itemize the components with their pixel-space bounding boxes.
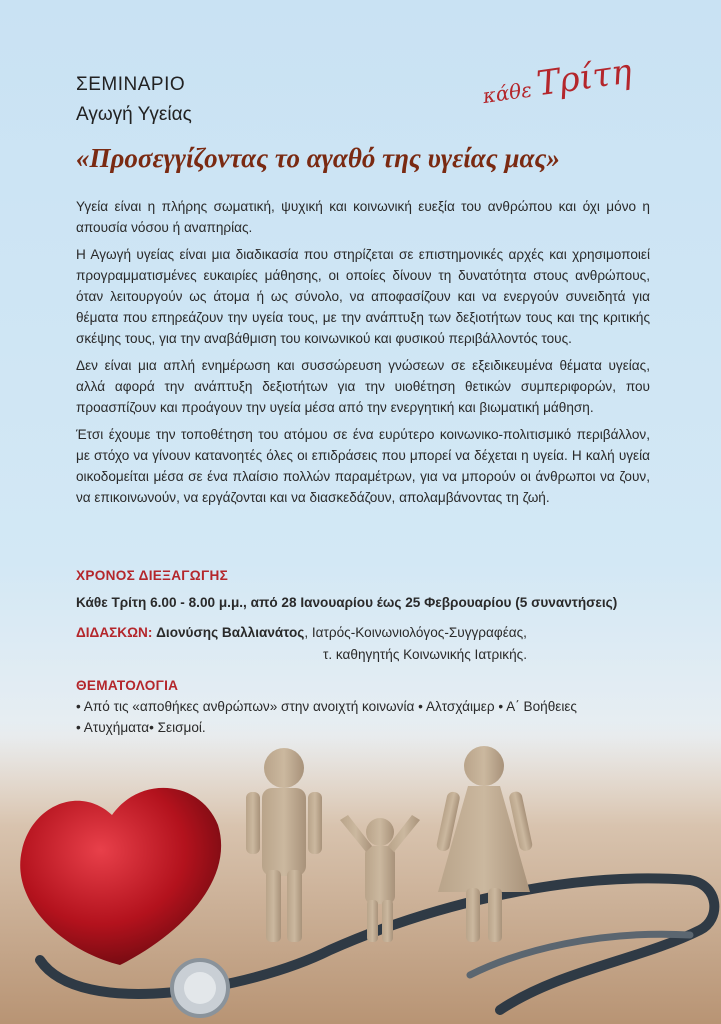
paragraph: Δεν είναι μια απλή ενημέρωση και συσσώρευση γνώσεων σε εξειδικευμένα θέματα υγείας, αλλά αφορά την ανάπτυξη δεξιοτήτων για την υιοθέτηση θετικών συμπεριφορών, που προασπίζουν και προάγουν την υγεία μέσα από την ενεργητική και βιωματική μάθηση. <box>76 358 650 415</box>
paragraph: Έτσι έχουμε την τοποθέτηση του ατόμου σε ένα ευρύτερο κοινωνικο-πολιτισμικό περιβάλλον, με στόχο να γίνουν κατανοητές όλες οι επιδράσεις που μπορεί να δέχεται η υγεία. Η καλή υγεία οικοδομείται μέσα σε ένα πλαίσιο πολλών παραμέτρων, για να μπορούν οι άνθρωποι να ζουν, να επικοινωνούν, να εργάζονται και να διασκεδάζουν, απολαμβάνοντας τη ζωή. <box>76 427 650 505</box>
seminar-label: ΣΕΜΙΝΑΡΙΟ <box>76 74 186 95</box>
schedule-word-every: κάθε <box>481 77 534 109</box>
instructor-title: , Ιατρός-Κοινωνιολόγος-Συγγραφέας, <box>304 625 527 640</box>
seminar-subject: Αγωγή Υγείας <box>76 104 192 125</box>
page-title: «Προσεγγίζοντας το αγαθό της υγείας μας» <box>76 143 560 173</box>
health-family-photo <box>0 720 721 1024</box>
intro-text <box>76 196 650 514</box>
schedule-handwritten <box>479 51 634 112</box>
paragraph: Η Αγωγή υγείας είναι μια διαδικασία που στηρίζεται σε επιστημονικές αρχές και χρησιμοποιεί προγραμματισμένες ευκαιρίες μάθησης, οι οποίες δίνουν τη δυνατότητα στους ανθρώπους, όταν λειτουργούν ως άτομα ή ως σύνολο, να αποφασίζουν και να ενεργούν συνειδητά για θέματα που επηρεάζουν την υγεία τους, με την ανάπτυξη των δεξιοτήτων τους και της κριτικής σκέψης τους, για την αναβάθμιση του κοινωνικού και φυσικού περιβάλλοντός τους. <box>76 247 650 346</box>
instructor-label: ΔΙΔΑΣΚΩΝ: <box>76 625 153 640</box>
schedule-text: Κάθε Τρίτη 6.00 - 8.00 μ.μ., από 28 Ιανουαρίου έως 25 Φεβρουαρίου (5 συναντήσεις) <box>76 595 618 610</box>
instructor-name: Διονύσης Βαλλιανάτος <box>156 625 305 640</box>
paragraph: Υγεία είναι η πλήρης σωματική, ψυχική και κοινωνική ευεξία του ανθρώπου και όχι μόνο η απουσία νόσου ή αναπηρίας. <box>76 199 650 235</box>
schedule-heading: ΧΡΟΝΟΣ ΔΙΕΞΑΓΩΓΗΣ <box>76 568 229 583</box>
topics-line-2: • Ατυχήματα• Σεισμοί. <box>76 720 206 735</box>
instructor-title-2: τ. καθηγητής Κοινωνικής Ιατρικής. <box>323 647 527 662</box>
schedule-word-tuesday: Τρίτη <box>534 51 635 105</box>
topics-line-1: • Από τις «αποθήκες ανθρώπων» στην ανοιχτή κοινωνία • Αλτσχάιμερ • Α΄ Βοήθειες <box>76 699 577 714</box>
topics-heading: ΘΕΜΑΤΟΛΟΓΙΑ <box>76 678 179 693</box>
instructor-line <box>76 625 527 640</box>
